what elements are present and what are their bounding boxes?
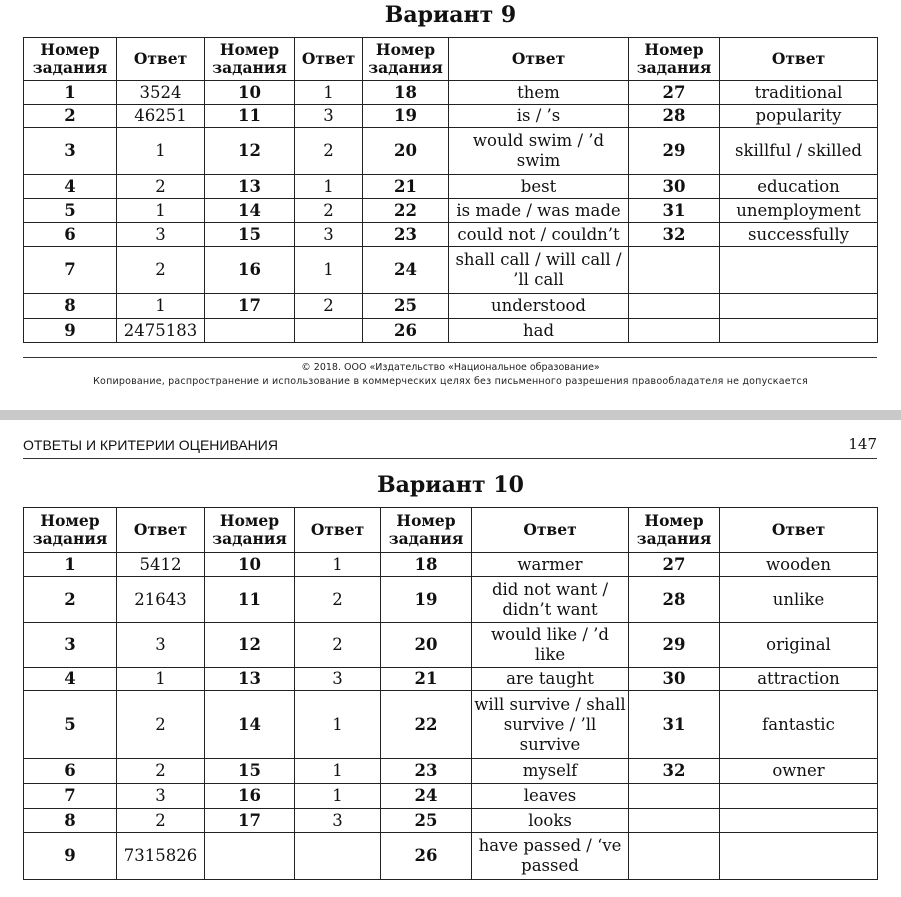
answer-cell: 2 [117,247,205,294]
task-number-cell [629,294,720,319]
header-task-number: Номер задания [205,508,295,553]
answer-cell: warmer [472,553,629,577]
answer-cell: have passed / ‘ve passed [472,833,629,880]
header-answer: Ответ [295,508,381,553]
answer-cell: looks [472,809,629,833]
answer-cell: successfully [720,223,878,247]
task-number-cell: 31 [629,199,720,223]
page-top [0,0,901,410]
answer-cell: 2 [295,128,363,175]
answer-cell: them [449,81,629,105]
answer-cell: 7315826 [117,833,205,880]
answer-cell: would like / ’d like [472,623,629,668]
task-number-cell: 23 [363,223,449,247]
answer-cell: 3 [117,623,205,668]
task-number-cell: 32 [629,223,720,247]
answer-cell: 1 [295,691,381,759]
task-number-cell: 7 [24,784,117,809]
task-number-cell: 9 [24,319,117,343]
task-number-cell: 12 [205,623,295,668]
answer-cell: could not / couldn’t [449,223,629,247]
answer-cell: 1 [117,294,205,319]
task-number-cell: 28 [629,105,720,128]
answer-cell: 1 [295,81,363,105]
answer-cell: myself [472,759,629,784]
answer-cell: 3 [117,784,205,809]
copyright-notice: © 2018. ООО «Издательство «Национальное образование» [301,362,600,373]
task-number-cell: 31 [629,691,720,759]
table-header-row [24,38,878,81]
table-row [24,759,878,784]
answer-cell: wooden [720,553,878,577]
task-number-cell: 13 [205,668,295,691]
answer-cell: 2 [295,294,363,319]
table-row [24,553,878,577]
task-number-cell: 25 [363,294,449,319]
table-row [24,319,878,343]
task-number-cell: 2 [24,577,117,623]
task-number-cell: 13 [205,175,295,199]
task-number-cell: 9 [24,833,117,880]
answer-cell: 2 [117,809,205,833]
task-number-cell [629,809,720,833]
task-number-cell [629,784,720,809]
answer-cell: will survive / shall survive / ’ll survive [472,691,629,759]
task-number-cell: 7 [24,247,117,294]
task-number-cell: 19 [381,577,472,623]
task-number-cell: 4 [24,668,117,691]
task-number-cell: 32 [629,759,720,784]
answer-cell: 1 [295,175,363,199]
answer-cell: 2 [295,577,381,623]
answer-cell: traditional [720,81,878,105]
answer-cell: owner [720,759,878,784]
running-title: ОТВЕТЫ И КРИТЕРИИ ОЦЕНИВАНИЯ [23,437,278,453]
page-number: 147 [848,435,877,453]
task-number-cell: 5 [24,691,117,759]
variant-10-table-body [24,553,878,880]
table-row [24,105,878,128]
answer-cell: 5412 [117,553,205,577]
answer-cell [720,784,878,809]
task-number-cell: 14 [205,199,295,223]
answer-cell [295,319,363,343]
task-number-cell: 8 [24,809,117,833]
answer-cell: 1 [117,128,205,175]
task-number-cell: 22 [363,199,449,223]
task-number-cell: 15 [205,759,295,784]
header-answer: Ответ [720,508,878,553]
answer-cell: 2 [117,691,205,759]
task-number-cell: 1 [24,553,117,577]
table-row [24,128,878,175]
table-header-row [24,508,878,553]
table-row [24,577,878,623]
answer-cell: original [720,623,878,668]
answer-cell: 46251 [117,105,205,128]
task-number-cell: 17 [205,809,295,833]
answer-cell: did not want / didn’t want [472,577,629,623]
table-row [24,199,878,223]
table-row [24,784,878,809]
answer-cell: shall call / will call / ’ll call [449,247,629,294]
answer-cell: 2 [295,199,363,223]
task-number-cell: 26 [381,833,472,880]
answer-cell: 1 [295,553,381,577]
table-row [24,668,878,691]
header-task-number: Номер задания [629,508,720,553]
task-number-cell: 16 [205,247,295,294]
task-number-cell: 2 [24,105,117,128]
task-number-cell: 29 [629,128,720,175]
answer-cell [720,809,878,833]
header-answer: Ответ [117,38,205,81]
task-number-cell: 15 [205,223,295,247]
answer-cell: attraction [720,668,878,691]
task-number-cell: 24 [363,247,449,294]
task-number-cell: 11 [205,577,295,623]
task-number-cell: 20 [363,128,449,175]
task-number-cell: 21 [381,668,472,691]
answer-cell: would swim / ’d swim [449,128,629,175]
answer-cell: 21643 [117,577,205,623]
header-task-number: Номер задания [381,508,472,553]
answer-cell: is made / was made [449,199,629,223]
task-number-cell: 10 [205,553,295,577]
header-answer: Ответ [449,38,629,81]
task-number-cell: 27 [629,81,720,105]
answer-cell: best [449,175,629,199]
task-number-cell: 24 [381,784,472,809]
answer-cell [295,833,381,880]
answer-cell: leaves [472,784,629,809]
task-number-cell: 18 [381,553,472,577]
answer-cell: 2 [117,175,205,199]
table-row [24,809,878,833]
table-row [24,833,878,880]
variant-10-answer-table [23,507,878,880]
task-number-cell: 14 [205,691,295,759]
task-number-cell: 6 [24,759,117,784]
task-number-cell: 25 [381,809,472,833]
task-number-cell: 28 [629,577,720,623]
answer-cell: unemployment [720,199,878,223]
task-number-cell: 8 [24,294,117,319]
header-answer: Ответ [117,508,205,553]
answer-cell: 1 [117,199,205,223]
task-number-cell: 22 [381,691,472,759]
answer-cell: popularity [720,105,878,128]
header-task-number: Номер задания [363,38,449,81]
task-number-cell: 5 [24,199,117,223]
header-answer: Ответ [472,508,629,553]
answer-cell: 2 [117,759,205,784]
answer-cell: 2475183 [117,319,205,343]
answer-cell: 1 [295,247,363,294]
variant-10-title: Вариант 10 [377,472,524,498]
task-number-cell: 30 [629,668,720,691]
task-number-cell: 20 [381,623,472,668]
footer-divider [23,357,877,358]
table-row [24,175,878,199]
answer-cell: 3524 [117,81,205,105]
task-number-cell: 18 [363,81,449,105]
variant-9-table-body [24,81,878,343]
answer-cell: education [720,175,878,199]
table-row [24,81,878,105]
variant-9-title: Вариант 9 [384,2,517,28]
answer-cell: are taught [472,668,629,691]
task-number-cell: 16 [205,784,295,809]
page-bottom [0,420,901,897]
answer-cell: 3 [295,809,381,833]
task-number-cell: 17 [205,294,295,319]
answer-cell: 1 [295,784,381,809]
table-row [24,247,878,294]
answer-cell: 3 [295,668,381,691]
table-row [24,223,878,247]
task-number-cell [629,833,720,880]
answer-cell: 3 [117,223,205,247]
answer-cell: 2 [295,623,381,668]
header-task-number: Номер задания [205,38,295,81]
answer-cell: fantastic [720,691,878,759]
task-number-cell: 1 [24,81,117,105]
header-answer: Ответ [295,38,363,81]
answer-cell [720,294,878,319]
task-number-cell [629,319,720,343]
task-number-cell: 6 [24,223,117,247]
task-number-cell: 3 [24,128,117,175]
table-row [24,691,878,759]
answer-cell: 3 [295,223,363,247]
answer-cell: 1 [117,668,205,691]
copying-restriction-notice: Копирование, распространение и использование в коммерческих целях без письменного разрешения правообладателя не допускается [93,376,808,387]
task-number-cell [205,833,295,880]
answer-cell [720,319,878,343]
answer-cell: 1 [295,759,381,784]
answer-cell: 3 [295,105,363,128]
answer-cell: unlike [720,577,878,623]
task-number-cell: 12 [205,128,295,175]
task-number-cell: 26 [363,319,449,343]
task-number-cell: 3 [24,623,117,668]
task-number-cell: 23 [381,759,472,784]
answer-cell: skillful / skilled [720,128,878,175]
header-task-number: Номер задания [24,508,117,553]
header-task-number: Номер задания [24,38,117,81]
task-number-cell: 30 [629,175,720,199]
variant-9-answer-table [23,37,878,343]
header-task-number: Номер задания [629,38,720,81]
table-row [24,294,878,319]
header-divider [23,458,877,459]
answer-cell: had [449,319,629,343]
answer-cell [720,833,878,880]
table-row [24,623,878,668]
task-number-cell: 29 [629,623,720,668]
task-number-cell [629,247,720,294]
answer-cell [720,247,878,294]
task-number-cell: 4 [24,175,117,199]
answer-cell: is / ’s [449,105,629,128]
task-number-cell: 19 [363,105,449,128]
task-number-cell: 21 [363,175,449,199]
task-number-cell: 10 [205,81,295,105]
answer-cell: understood [449,294,629,319]
task-number-cell: 27 [629,553,720,577]
task-number-cell [205,319,295,343]
header-answer: Ответ [720,38,878,81]
task-number-cell: 11 [205,105,295,128]
